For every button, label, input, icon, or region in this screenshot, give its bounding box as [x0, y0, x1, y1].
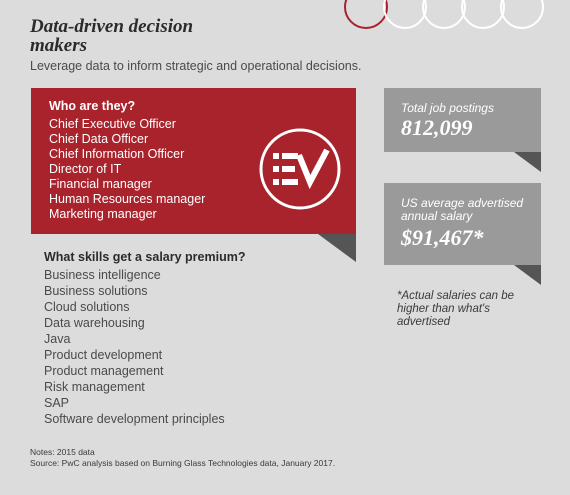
role-item: Chief Executive Officer: [49, 117, 176, 131]
circle-white: [462, 0, 504, 28]
skill-item: Cloud solutions: [44, 300, 130, 314]
role-item: Director of IT: [49, 162, 122, 176]
who-are-they-panel: [31, 88, 356, 234]
skills-list: [44, 267, 225, 427]
skill-item: SAP: [44, 396, 70, 410]
circle-white: [384, 0, 426, 28]
page-title: Data-driven decision makers: [30, 16, 194, 56]
skill-item: Business solutions: [44, 284, 148, 298]
skills-heading: What skills get a salary premium?: [44, 250, 246, 264]
skill-item: Data warehousing: [44, 316, 145, 330]
who-heading: Who are they?: [49, 99, 136, 113]
page-subtitle: Leverage data to inform strategic and operational decisions.: [30, 59, 362, 73]
salary-label-line1: US average advertised: [401, 196, 524, 210]
average-salary-box: [384, 183, 541, 265]
role-item: Chief Data Officer: [49, 132, 149, 146]
skill-item: Product development: [44, 348, 163, 362]
skill-item: Software development principles: [44, 412, 225, 426]
circle-white: [423, 0, 465, 28]
panel-tail-shape: [318, 234, 356, 262]
postings-value: 812,099: [401, 115, 473, 140]
postings-label: Total job postings: [401, 101, 494, 115]
skill-item: Java: [44, 332, 71, 346]
source-notes: [30, 447, 335, 469]
total-postings-box: [384, 88, 541, 152]
skill-item: Risk management: [44, 380, 145, 394]
circle-white: [501, 0, 543, 28]
box-tail-shape: [514, 152, 541, 172]
salary-footnote: *Actual salaries can be higher than what's advertised: [397, 290, 514, 328]
role-item: Financial manager: [49, 177, 152, 191]
ev-list-check-icon: [255, 124, 345, 214]
role-item: Chief Information Officer: [49, 147, 185, 161]
roles-list: [49, 117, 205, 222]
salary-label-line2: annual salary: [401, 209, 473, 223]
box-tail-shape: [514, 265, 541, 285]
salary-value: $91,467*: [401, 225, 484, 250]
role-item: Human Resources manager: [49, 192, 206, 206]
circle-red: [345, 0, 387, 28]
skill-item: Business intelligence: [44, 268, 161, 282]
notes-line: Notes: 2015 data: [30, 447, 95, 457]
source-line: Source: PwC analysis based on Burning Glass Technologies data, January 2017.: [30, 458, 336, 468]
skill-item: Product management: [44, 364, 164, 378]
role-item: Marketing manager: [49, 207, 157, 221]
